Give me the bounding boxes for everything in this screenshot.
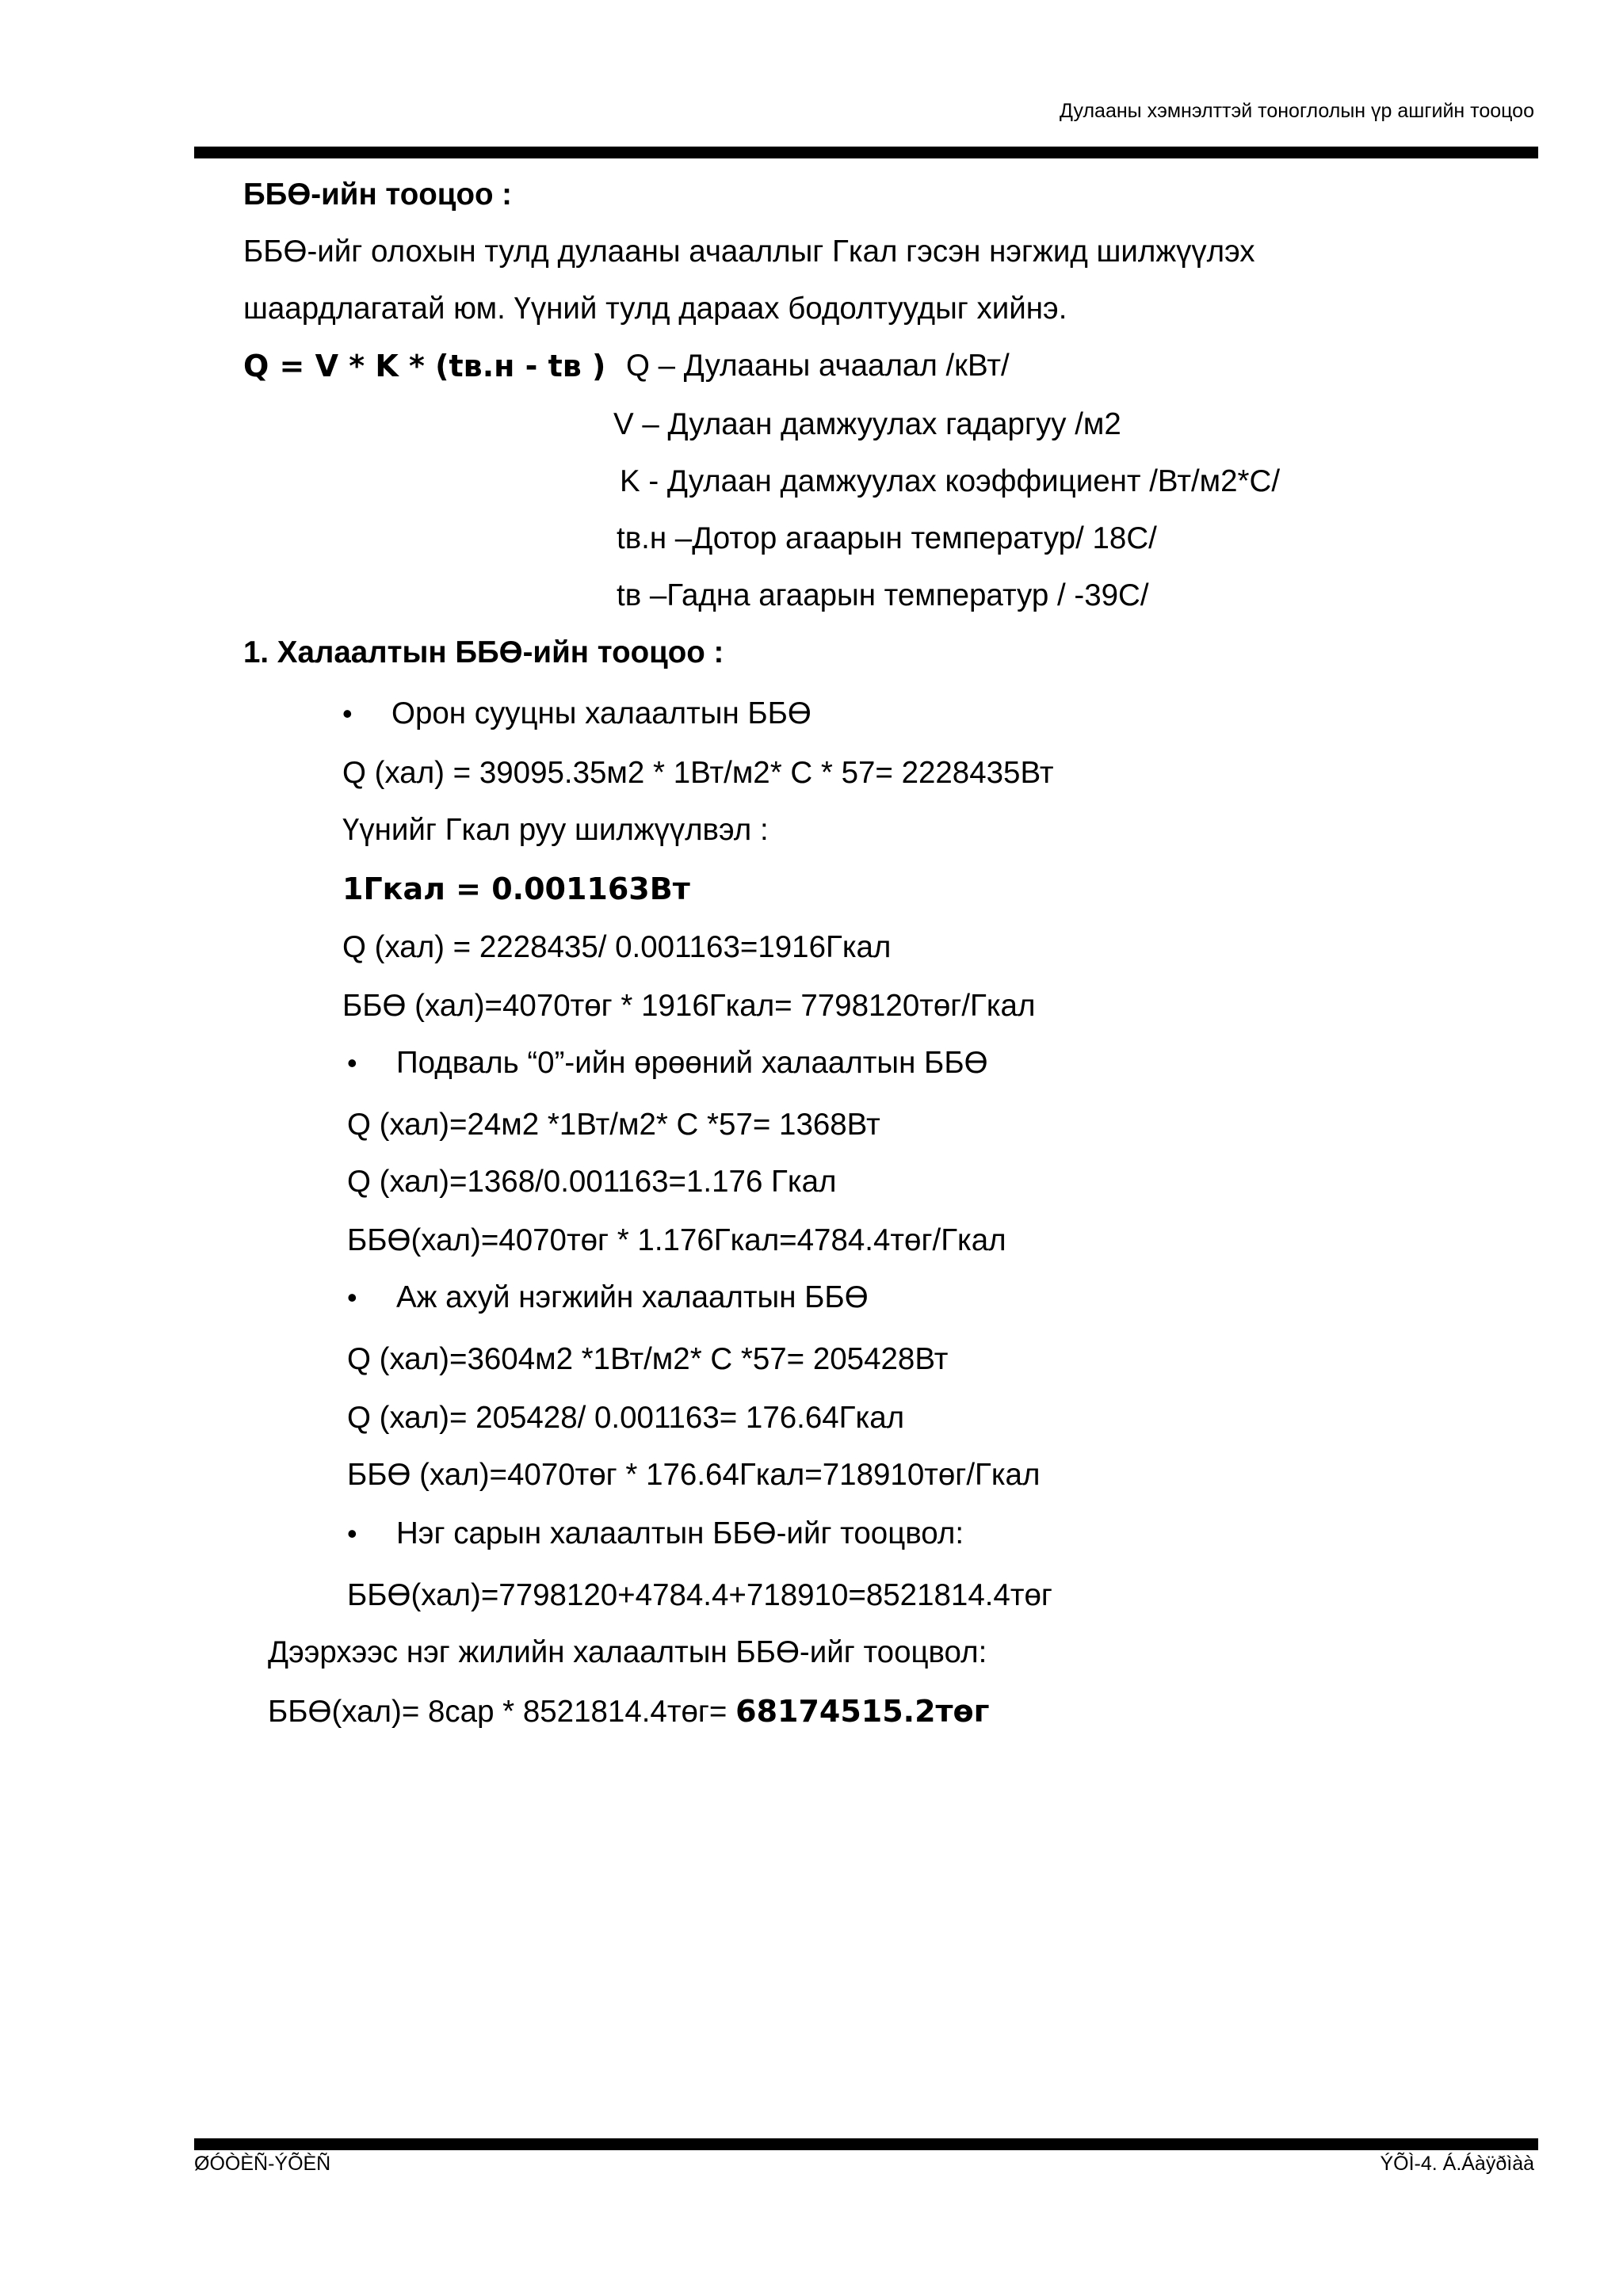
apartments-calc-1: Q (хал) = 39095.35м2 * 1Вт/м2* С * 57= 2228435Вт: [342, 756, 1054, 790]
utility-bullet: Аж ахуй нэгжийн халаалтын ББӨ: [396, 1280, 869, 1314]
apartments-bullet: Орон сууцны халаалтын ББӨ: [391, 696, 812, 730]
yearly-label: Дээрхээс нэг жилийн халаалтын ББӨ-ийг тооцвол:: [268, 1635, 987, 1669]
yearly-calc: [268, 1692, 990, 1731]
intro-line-2: шаардлагатай юм. Үүний тулд дараах бодолтуудыг хийнэ.: [243, 292, 1067, 326]
yearly-result: 68174515.2төг: [735, 1694, 990, 1729]
monthly-bullet: Нэг сарын халаалтын ББӨ-ийг тооцвол:: [396, 1516, 964, 1550]
conversion-factor: 1Гкал = 0.001163Вт: [342, 871, 690, 906]
utility-calc-2: Q (хал)= 205428/ 0.001163= 176.64Гкал: [347, 1401, 905, 1435]
formula: Q = V * K * (tв.н - tв ): [243, 349, 606, 383]
basement-calc-2: Q (хал)=1368/0.001163=1.176 Гкал: [347, 1165, 837, 1199]
legend-k: K - Дулаан дамжуулах коэффициент /Вт/м2*С/: [620, 464, 1281, 498]
footer-right: ÝÕÌ-4. Á.Áàÿðìàà: [1380, 2153, 1534, 2175]
apartments-cost: ББӨ (хал)=4070төг * 1916Гкал= 7798120төг/Гкал: [342, 989, 1036, 1023]
bullet-dot: •: [347, 1047, 357, 1079]
apartments-convert-label: Үүнийг Гкал руу шилжүүлвэл :: [342, 813, 769, 847]
heating-heading: 1. Халаалтын ББӨ-ийн тооцоо :: [243, 635, 724, 669]
bullet-dot: •: [342, 697, 353, 730]
basement-bullet: Подваль “0”-ийн өрөөний халаалтын ББӨ: [396, 1046, 988, 1080]
apartments-calc-2: Q (хал) = 2228435/ 0.001163=1916Гкал: [342, 930, 892, 964]
basement-cost: ББӨ(хал)=4070төг * 1.176Гкал=4784.4төг/Гкал: [347, 1223, 1006, 1257]
section-heading: ББӨ-ийн тооцоо :: [243, 177, 512, 212]
footer-rule: [194, 2138, 1538, 2150]
bullet-dot: •: [347, 1517, 357, 1550]
legend-v: V – Дулаан дамжуулах гадаргуу /м2: [613, 407, 1121, 441]
running-header: Дулааны хэмнэлттэй тоноглолын үр ашгийн тооцоо: [1060, 100, 1534, 122]
bullet-dot: •: [347, 1281, 357, 1314]
footer-left: ØÓÒÈÑ-ÝÕÈÑ: [194, 2153, 331, 2175]
yearly-calc-prefix: ББӨ(хал)= 8сар * 8521814.4төг=: [268, 1695, 736, 1729]
monthly-total: ББӨ(хал)=7798120+4784.4+718910=8521814.4төг: [347, 1578, 1052, 1612]
legend-q: Q – Дулааны ачаалал /кВт/: [626, 349, 1010, 383]
utility-calc-1: Q (хал)=3604м2 *1Вт/м2* С *57= 205428Вт: [347, 1342, 949, 1376]
utility-cost: ББӨ (хал)=4070төг * 176.64Гкал=718910төг/Гкал: [347, 1458, 1041, 1492]
legend-tvn: tв.н –Дотор агаарын температур/ 18С/: [617, 521, 1157, 555]
legend-tv: tв –Гадна агаарын температур / -39С/: [617, 578, 1149, 612]
header-rule: [194, 147, 1538, 158]
intro-line-1: ББӨ-ийг олохын тулд дулааны ачааллыг Гкал гэсэн нэгжид шилжүүлэх: [243, 235, 1255, 269]
basement-calc-1: Q (хал)=24м2 *1Вт/м2* С *57= 1368Вт: [347, 1108, 880, 1142]
